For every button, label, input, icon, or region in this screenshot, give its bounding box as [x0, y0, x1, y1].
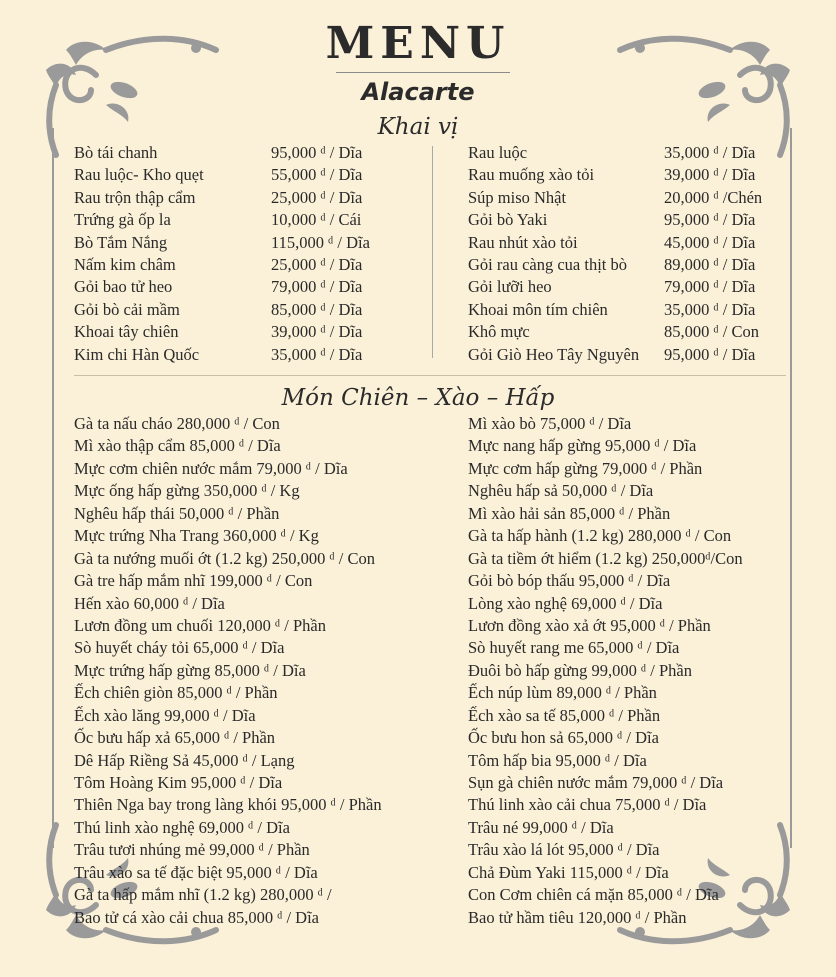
section-title-appetizers: Khai vị [377, 114, 459, 140]
menu-item: Thú linh xào nghệ 69,000 ᵈ / Dĩa [74, 817, 290, 837]
menu-item-price: 95,000 ᵈ / Dĩa [664, 344, 756, 364]
menu-item: Ếch núp lùm 89,000 ᵈ / Phần [468, 683, 657, 703]
menu-item: Thú linh xào cải chua 75,000 ᵈ / Dĩa [468, 795, 707, 815]
menu-item: Mực trứng hấp gừng 85,000 ᵈ / Dĩa [74, 660, 306, 680]
menu-item: Gà ta hấp mắm nhĩ (1.2 kg) 280,000 ᵈ / [74, 885, 332, 905]
menu-item: Thiên Nga bay trong làng khói 95,000 ᵈ / Phần [74, 795, 382, 815]
menu-item: Con Cơm chiên cá mặn 85,000 ᵈ / Dĩa [468, 885, 719, 905]
menu-item [74, 209, 424, 231]
menu-item [468, 254, 808, 276]
menu-item-price: 79,000 ᵈ / Dĩa [664, 277, 756, 297]
menu-item: Lươn đồng um chuối 120,000 ᵈ / Phần [74, 615, 326, 635]
menu-item-name: Gỏi bò cải mầm [74, 299, 180, 319]
frame-line-left [52, 128, 54, 848]
column-divider-appetizers [432, 146, 433, 358]
menu-item: Trâu tươi nhúng mẻ 99,000 ᵈ / Phần [74, 840, 310, 860]
menu-item: Gà ta nấu cháo 280,000 ᵈ / Con [74, 414, 280, 433]
menu-item-price: 25,000 ᵈ / Dĩa [271, 254, 363, 274]
menu-item [468, 142, 808, 164]
fried-right-column [468, 413, 808, 929]
menu-item: Mực trứng Nha Trang 360,000 ᵈ / Kg [74, 526, 319, 546]
menu-item: Sò huyết cháy tỏi 65,000 ᵈ / Dĩa [74, 638, 285, 658]
menu-item-price: 85,000 ᵈ / Con [664, 322, 759, 342]
menu-item: Gà ta hấp hành (1.2 kg) 280,000 ᵈ / Con [468, 526, 732, 546]
menu-item [74, 187, 424, 209]
menu-item-price: 35,000 ᵈ / Dĩa [664, 143, 756, 162]
menu-item-price: 20,000 ᵈ /Chén [664, 187, 763, 207]
menu-item: Ếch chiên giòn 85,000 ᵈ / Phần [74, 683, 278, 703]
menu-subtitle: Alacarte [361, 78, 475, 106]
menu-item [74, 276, 424, 298]
menu-item: Sò huyết rang me 65,000 ᵈ / Dĩa [468, 638, 680, 658]
menu-item: Lòng xào nghệ 69,000 ᵈ / Dĩa [468, 593, 663, 613]
menu-item-price: 79,000 ᵈ / Dĩa [271, 277, 363, 297]
menu-item: Trâu xào lá lót 95,000 ᵈ / Dĩa [468, 840, 660, 860]
menu-item: Gỏi bò bóp thấu 95,000 ᵈ / Dĩa [468, 571, 671, 591]
menu-item: Tôm Hoàng Kim 95,000 ᵈ / Dĩa [74, 773, 283, 792]
menu-item: Nghêu hấp sả 50,000 ᵈ / Dĩa [468, 481, 654, 501]
menu-item: Ếch xào lăng 99,000 ᵈ / Dĩa [74, 705, 256, 725]
menu-item: Đuôi bò hấp gừng 99,000 ᵈ / Phần [468, 660, 692, 680]
menu-item-price: 39,000 ᵈ / Dĩa [271, 322, 363, 342]
menu-item [74, 142, 424, 164]
menu-item: Mì xào thập cẩm 85,000 ᵈ / Dĩa [74, 436, 281, 456]
fried-left-column [74, 413, 444, 929]
menu-item-price: 95,000 ᵈ / Dĩa [271, 143, 363, 162]
menu-item: Mực nang hấp gừng 95,000 ᵈ / Dĩa [468, 436, 697, 456]
menu-item [74, 321, 424, 343]
menu-item [468, 187, 808, 209]
menu-item-name: Kim chi Hàn Quốc [74, 344, 200, 364]
menu-item: Ếch xào sa tế 85,000 ᵈ / Phần [468, 705, 661, 725]
menu-item-name: Bò Tắm Nắng [74, 232, 168, 252]
menu-item-name: Súp miso Nhật [468, 187, 567, 207]
menu-item [74, 344, 424, 366]
menu-item-price: 55,000 ᵈ / Dĩa [271, 165, 363, 185]
menu-item-name: Rau nhút xào tỏi [468, 232, 578, 252]
menu-item-name: Bò tái chanh [74, 143, 158, 162]
menu-item-name: Gỏi bao tử heo [74, 277, 173, 297]
menu-item: Tôm hấp bia 95,000 ᵈ / Dĩa [468, 750, 647, 770]
menu-item [74, 299, 424, 321]
menu-item-name: Khoai tây chiên [74, 322, 179, 342]
menu-item-name: Rau trộn thập cẩm [74, 187, 196, 207]
menu-item-name: Gỏi lưỡi heo [468, 277, 552, 297]
menu-item [468, 344, 808, 366]
menu-item [468, 164, 808, 186]
menu-item: Trâu xào sa tế đặc biệt 95,000 ᵈ / Dĩa [74, 862, 318, 882]
menu-item-price: 10,000 ᵈ / Cái [271, 210, 362, 230]
section-divider [74, 375, 786, 376]
menu-item-price: 25,000 ᵈ / Dĩa [271, 187, 363, 207]
menu-item-name: Rau luộc [468, 143, 528, 162]
menu-item [468, 321, 808, 343]
menu-item: Mì xào bò 75,000 ᵈ / Dĩa [468, 414, 632, 433]
menu-item: Mì xào hải sản 85,000 ᵈ / Phần [468, 503, 671, 523]
menu-item [468, 209, 808, 231]
menu-item-name: Gỏi Giò Heo Tây Nguyên [468, 344, 640, 364]
menu-item: Dê Hấp Riềng Sả 45,000 ᵈ / Lạng [74, 750, 295, 770]
menu-item-name: Nấm kim châm [74, 254, 176, 274]
menu-item-name: Rau luộc- Kho quẹt [74, 165, 204, 185]
menu-item: Ốc bưu hấp xả 65,000 ᵈ / Phần [74, 728, 276, 748]
menu-item-price: 35,000 ᵈ / Dĩa [271, 344, 363, 364]
menu-item: Mực cơm chiên nước mắm 79,000 ᵈ / Dĩa [74, 458, 348, 478]
menu-item: Chả Đùm Yaki 115,000 ᵈ / Dĩa [468, 862, 669, 882]
menu-item: Trâu né 99,000 ᵈ / Dĩa [468, 817, 614, 837]
menu-item: Bao tử hầm tiêu 120,000 ᵈ / Phần [468, 907, 687, 927]
menu-item [74, 164, 424, 186]
menu-item: Nghêu hấp thái 50,000 ᵈ / Phần [74, 503, 280, 523]
menu-item-name: Khoai môn tím chiên [468, 299, 608, 319]
menu-item: Gà ta tiềm ớt hiểm (1.2 kg) 250,000ᵈ/Con [468, 548, 743, 568]
menu-item-name: Rau muống xào tỏi [468, 165, 595, 185]
menu-item: Gà ta nướng muối ớt (1.2 kg) 250,000 ᵈ / Con [74, 548, 376, 568]
menu-item-name: Khô mực [468, 322, 530, 342]
title-divider [336, 72, 510, 73]
menu-item [468, 299, 808, 321]
menu-item [468, 276, 808, 298]
menu-item [74, 232, 424, 254]
menu-item-price: 95,000 ᵈ / Dĩa [664, 210, 756, 230]
menu-item-price: 115,000 ᵈ / Dĩa [271, 232, 370, 252]
appetizers-right-column [468, 142, 808, 366]
menu-item-price: 39,000 ᵈ / Dĩa [664, 165, 756, 185]
menu-item: Sụn gà chiên nước mắm 79,000 ᵈ / Dĩa [468, 773, 724, 792]
menu-item [74, 254, 424, 276]
menu-item-name: Gỏi rau càng cua thịt bò [468, 254, 627, 274]
menu-item-price: 45,000 ᵈ / Dĩa [664, 232, 756, 252]
menu-item: Mực ống hấp gừng 350,000 ᵈ / Kg [74, 481, 300, 501]
section-title-fried: Món Chiên – Xào – Hấp [281, 385, 555, 411]
menu-item: Lươn đồng xào xả ớt 95,000 ᵈ / Phần [468, 615, 711, 635]
menu-item: Gà tre hấp mắm nhĩ 199,000 ᵈ / Con [74, 571, 313, 591]
menu-item-name: Gỏi bò Yaki [468, 210, 548, 230]
menu-item: Bao tử cá xào cải chua 85,000 ᵈ / Dĩa [74, 907, 319, 927]
menu-item: Mực cơm hấp gừng 79,000 ᵈ / Phần [468, 458, 703, 478]
menu-item-price: 85,000 ᵈ / Dĩa [271, 299, 363, 319]
menu-title: MENU [325, 18, 511, 69]
appetizers-left-column [74, 142, 424, 366]
menu-item-price: 89,000 ᵈ / Dĩa [664, 254, 756, 274]
menu-item: Hến xào 60,000 ᵈ / Dĩa [74, 593, 225, 613]
menu-item: Ốc bưu hon sả 65,000 ᵈ / Dĩa [468, 728, 659, 748]
menu-item-price: 35,000 ᵈ / Dĩa [664, 299, 756, 319]
menu-item-name: Trứng gà ốp la [74, 210, 171, 230]
menu-item [468, 232, 808, 254]
